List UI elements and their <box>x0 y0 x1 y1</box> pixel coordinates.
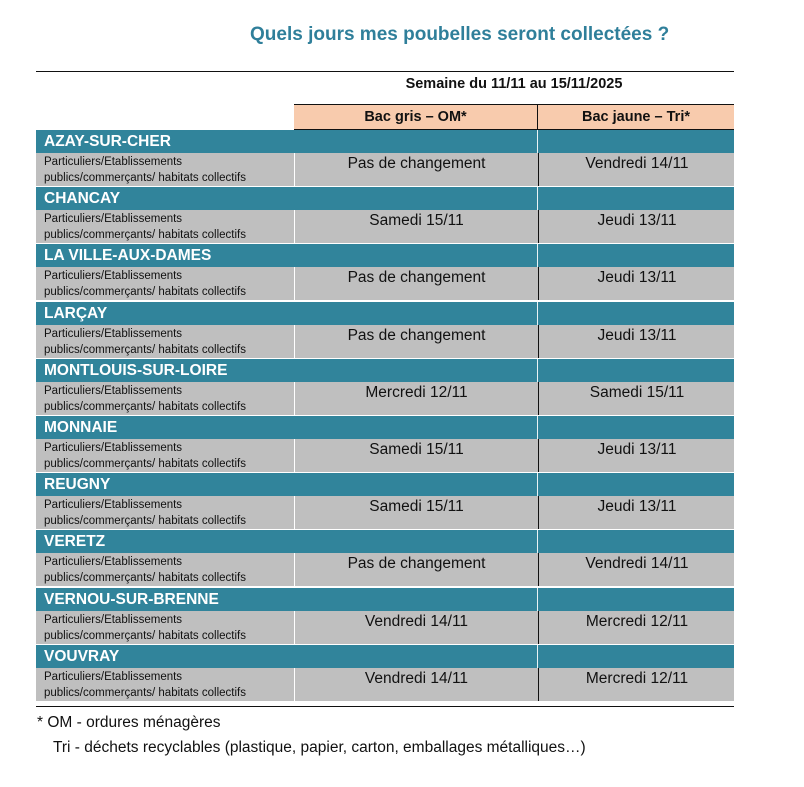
commune-block <box>36 130 734 187</box>
bac-gris-day: Vendredi 14/11 <box>294 611 538 644</box>
column-divider <box>537 187 538 210</box>
audience-label <box>44 554 294 586</box>
commune-block <box>36 359 734 416</box>
bac-jaune-day: Mercredi 12/11 <box>538 611 735 644</box>
bottom-rule <box>36 706 734 707</box>
commune-row <box>36 302 734 325</box>
commune-block <box>36 588 734 645</box>
audience-line-2: publics/commerçants/ habitats collectifs <box>44 629 246 642</box>
table-row <box>36 496 734 530</box>
audience-line-2: publics/commerçants/ habitats collectifs <box>44 457 246 470</box>
audience-line-1: Particuliers/Etablissements <box>44 441 183 454</box>
commune-row <box>36 530 734 553</box>
header-bac-jaune: Bac jaune – Tri* <box>582 109 690 125</box>
column-header-row <box>294 104 734 130</box>
bac-jaune-day: Jeudi 13/11 <box>538 325 735 358</box>
audience-line-2: publics/commerçants/ habitats collectifs <box>44 286 246 299</box>
bac-gris-day: Pas de changement <box>294 553 538 586</box>
commune-row <box>36 187 734 210</box>
commune-name: MONTLOUIS-SUR-LOIRE <box>44 361 228 379</box>
audience-line-2: publics/commerçants/ habitats collectifs <box>44 686 246 699</box>
column-divider <box>537 588 538 611</box>
commune-block <box>36 187 734 244</box>
audience-line-2: publics/commerçants/ habitats collectifs <box>44 229 246 242</box>
audience-label <box>44 211 294 243</box>
top-rule <box>36 71 734 72</box>
audience-line-1: Particuliers/Etablissements <box>44 213 183 226</box>
bac-gris-day: Samedi 15/11 <box>294 496 538 529</box>
audience-label <box>44 383 294 415</box>
table-row <box>36 439 734 473</box>
table-row <box>36 382 734 416</box>
commune-name: REUGNY <box>44 476 111 494</box>
bac-gris-day: Vendredi 14/11 <box>294 668 538 701</box>
commune-block <box>36 530 734 587</box>
table-row <box>36 668 734 702</box>
audience-label <box>44 154 294 186</box>
commune-name: LA VILLE-AUX-DAMES <box>44 247 212 265</box>
table-row <box>36 553 734 587</box>
audience-line-1: Particuliers/Etablissements <box>44 499 183 512</box>
bac-gris-day: Mercredi 12/11 <box>294 382 538 415</box>
column-divider <box>537 244 538 267</box>
collection-table <box>36 130 734 702</box>
commune-block <box>36 645 734 702</box>
audience-label <box>44 669 294 701</box>
commune-block <box>36 302 734 359</box>
audience-label <box>44 268 294 300</box>
audience-line-2: publics/commerçants/ habitats collectifs <box>44 172 246 184</box>
bac-jaune-day: Mercredi 12/11 <box>538 668 735 701</box>
bac-jaune-day: Vendredi 14/11 <box>538 553 735 586</box>
commune-name: CHANCAY <box>44 190 121 208</box>
audience-line-1: Particuliers/Etablissements <box>44 327 183 340</box>
page-title: Quels jours mes poubelles seront collectées ? <box>250 24 670 45</box>
audience-label <box>44 440 294 472</box>
column-divider <box>537 530 538 553</box>
audience-line-1: Particuliers/Etablissements <box>44 556 183 569</box>
commune-block <box>36 416 734 473</box>
commune-row <box>36 645 734 668</box>
audience-line-1: Particuliers/Etablissements <box>44 670 183 683</box>
footnote-om: * OM - ordures ménagères <box>37 714 221 731</box>
audience-line-1: Particuliers/Etablissements <box>44 384 183 397</box>
bac-jaune-day: Vendredi 14/11 <box>538 153 735 186</box>
commune-name: VERNOU-SUR-BRENNE <box>44 590 219 608</box>
commune-row <box>36 588 734 611</box>
week-label: Semaine du 11/11 au 15/11/2025 <box>405 76 623 92</box>
commune-block <box>36 244 734 301</box>
header-bac-gris: Bac gris – OM* <box>294 105 538 129</box>
audience-line-2: publics/commerçants/ habitats collectifs <box>44 343 246 356</box>
bac-jaune-day: Jeudi 13/11 <box>538 210 735 243</box>
column-divider <box>537 130 538 153</box>
column-divider <box>537 645 538 668</box>
bac-gris-day: Pas de changement <box>294 325 538 358</box>
audience-line-1: Particuliers/Etablissements <box>44 613 183 626</box>
commune-row <box>36 244 734 267</box>
table-row <box>36 153 734 187</box>
table-row <box>36 325 734 359</box>
column-divider <box>537 473 538 496</box>
bac-jaune-day: Jeudi 13/11 <box>538 267 735 300</box>
bac-gris-day: Pas de changement <box>294 267 538 300</box>
footnote-tri: Tri - déchets recyclables (plastique, papier, carton, emballages métalliques…) <box>53 739 586 756</box>
commune-block <box>36 473 734 530</box>
audience-line-1: Particuliers/Etablissements <box>44 270 183 283</box>
bac-gris-day: Samedi 15/11 <box>294 439 538 472</box>
commune-row <box>36 416 734 439</box>
table-row <box>36 611 734 645</box>
column-divider <box>537 416 538 439</box>
audience-label <box>44 612 294 644</box>
table-row <box>36 210 734 244</box>
column-divider <box>537 359 538 382</box>
bac-gris-day: Pas de changement <box>294 153 538 186</box>
audience-line-2: publics/commerçants/ habitats collectifs <box>44 572 246 585</box>
bac-gris-day: Samedi 15/11 <box>294 210 538 243</box>
commune-row <box>36 473 734 496</box>
audience-line-2: publics/commerçants/ habitats collectifs <box>44 515 246 528</box>
commune-name: AZAY-SUR-CHER <box>44 133 171 150</box>
audience-line-2: publics/commerçants/ habitats collectifs <box>44 400 246 413</box>
bac-jaune-day: Samedi 15/11 <box>538 382 735 415</box>
commune-name: MONNAIE <box>44 418 118 436</box>
commune-row <box>36 359 734 382</box>
table-row <box>36 267 734 301</box>
column-divider <box>537 302 538 325</box>
commune-name: LARÇAY <box>44 304 108 322</box>
commune-name: VERETZ <box>44 533 106 551</box>
footnotes <box>37 710 586 760</box>
bac-jaune-day: Jeudi 13/11 <box>538 439 735 472</box>
bac-jaune-day: Jeudi 13/11 <box>538 496 735 529</box>
audience-label <box>44 326 294 358</box>
audience-label <box>44 497 294 529</box>
commune-name: VOUVRAY <box>44 647 120 665</box>
audience-line-1: Particuliers/Etablissements <box>44 156 183 168</box>
commune-row <box>36 130 734 153</box>
